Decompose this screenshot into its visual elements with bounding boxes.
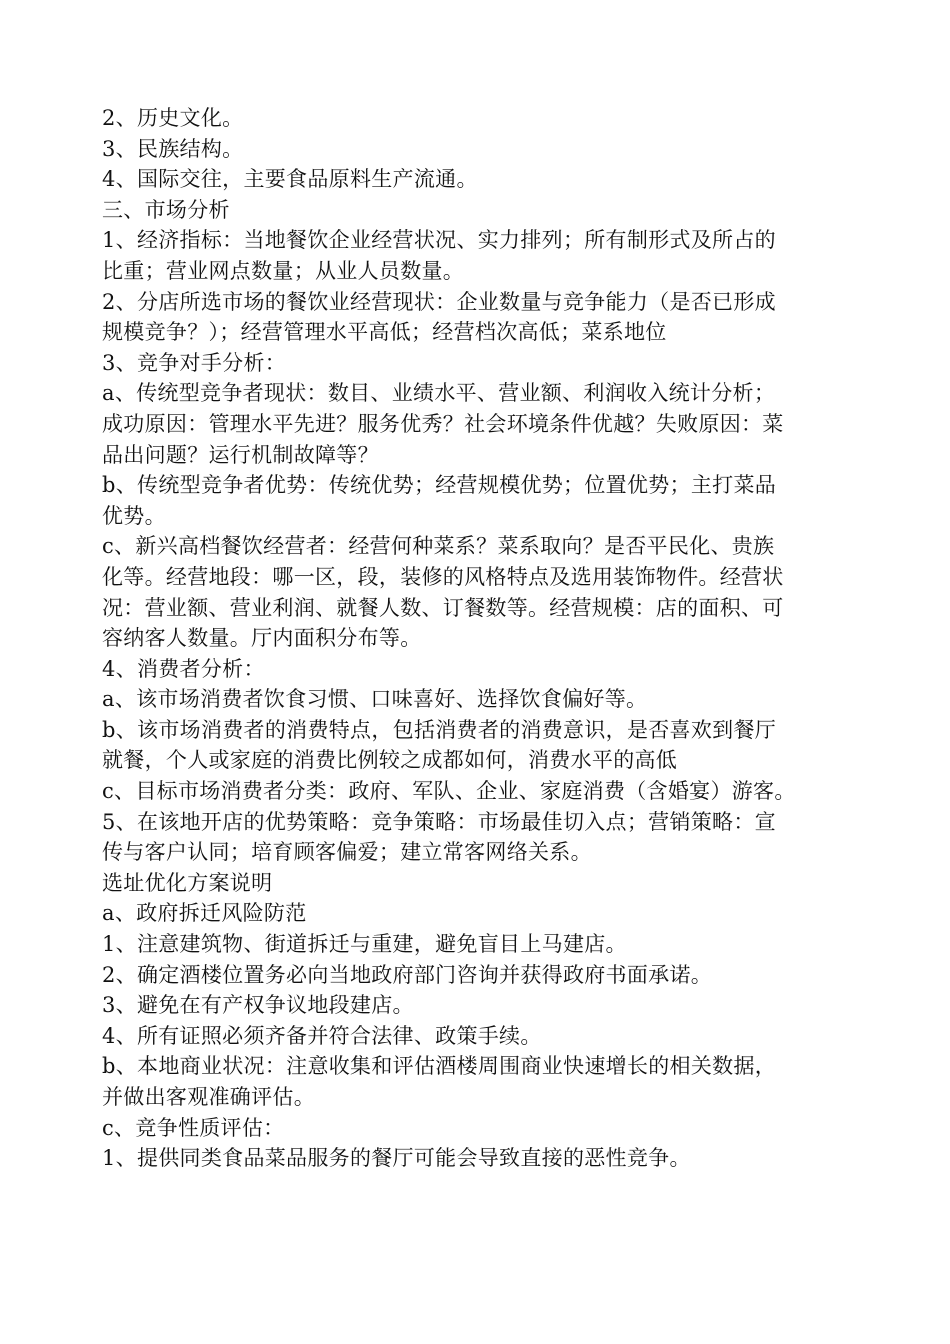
text-line: 容纳客人数量。厅内面积分布等。 <box>102 626 422 651</box>
text-line: 3、民族结构。 <box>102 136 244 161</box>
text-line: 2、历史文化。 <box>102 106 244 130</box>
text-line: b、本地商业状况：注意收集和评估酒楼周围商业快速增长的相关数据， <box>102 1054 777 1079</box>
section-heading: 选址优化方案说明 <box>102 870 273 895</box>
text-line: b、该市场消费者的消费特点，包括消费者的消费意识，是否喜欢到餐厅 <box>102 717 777 742</box>
text-line: 品出问题？运行机制故障等？ <box>102 442 379 467</box>
text-line: 1、经济指标：当地餐饮企业经营状况、实力排列；所有制形式及所占的 <box>102 228 776 253</box>
text-line: 并做出客观准确评估。 <box>102 1085 315 1109</box>
text-line: 1、注意建筑物、街道拆迁与重建，避免盲目上马建店。 <box>102 932 627 957</box>
text-line: 2、确定酒楼位置务必向当地政府部门咨询并获得政府书面承诺。 <box>102 962 713 987</box>
text-line: 4、所有证照必须齐备并符合法律、政策手续。 <box>102 1023 542 1048</box>
text-line: 规模竞争？）；经营管理水平高低；经营档次高低；菜系地位 <box>102 320 667 345</box>
text-line: 1、提供同类食品菜品服务的餐厅可能会导致直接的恶性竞争。 <box>102 1146 691 1171</box>
text-line: 4、消费者分析： <box>102 656 265 681</box>
text-line: 况：营业额、营业利润、就餐人数、订餐数等。经营规模：店的面积、可 <box>102 595 784 620</box>
document-body <box>102 103 858 1174</box>
text-line: 传与客户认同；培育顾客偏爱；建立常客网络关系。 <box>102 840 592 865</box>
section-heading: 三、市场分析 <box>102 197 230 222</box>
text-line: 优势。 <box>102 503 166 528</box>
text-line: c、竞争性质评估： <box>102 1115 285 1140</box>
text-line: a、传统型竞争者现状：数目、业绩水平、营业额、利润收入统计分析； <box>102 381 776 406</box>
text-line: b、传统型竞争者优势：传统优势；经营规模优势；位置优势；主打菜品 <box>102 473 777 498</box>
text-line: 5、在该地开店的优势策略：竞争策略：市场最佳切入点；营销策略：宣 <box>102 809 776 834</box>
text-line: 3、避免在有产权争议地段建店。 <box>102 993 414 1018</box>
text-line: 比重；营业网点数量；从业人员数量。 <box>102 258 465 283</box>
text-line: a、该市场消费者饮食习惯、口味喜好、选择饮食偏好等。 <box>102 687 648 712</box>
text-line: 3、竞争对手分析： <box>102 350 287 375</box>
text-line: 2、分店所选市场的餐饮业经营现状：企业数量与竞争能力（是否已形成 <box>102 289 776 314</box>
text-line: a、政府拆迁风险防范 <box>102 901 307 926</box>
text-line: 就餐，个人或家庭的消费比例较之成都如何，消费水平的高低 <box>102 748 678 773</box>
text-line: 4、国际交往，主要食品原料生产流通。 <box>102 167 478 192</box>
text-line: 成功原因：管理水平先进？服务优秀？社会环境条件优越？失败原因：菜 <box>102 411 784 436</box>
text-line: 化等。经营地段：哪一区，段，装修的风格特点及选用装饰物件。经营状 <box>102 564 784 589</box>
text-line: c、目标市场消费者分类：政府、军队、企业、家庭消费（含婚宴）游客。 <box>102 779 796 804</box>
text-line: c、新兴高档餐饮经营者：经营何种菜系？菜系取向？是否平民化、贵族 <box>102 534 775 559</box>
